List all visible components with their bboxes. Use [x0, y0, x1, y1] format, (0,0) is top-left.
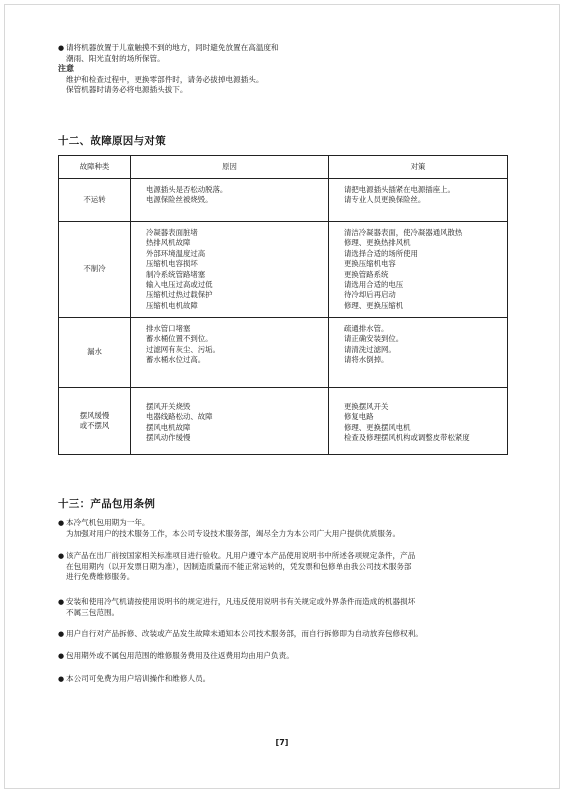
solution-line: 请清洗过滤网。 — [344, 344, 396, 354]
cause-line: 制冷系统管路堵塞 — [146, 269, 206, 279]
safety-line-1: ● 请将机器放置于儿童触摸不到的地方，同时避免放置在高温度和 — [58, 43, 279, 54]
table-row — [59, 388, 508, 455]
note-heading: 注意 — [58, 64, 74, 74]
cause-line: 冷凝器表面脏堵 — [146, 228, 198, 237]
warranty-item — [58, 518, 400, 539]
cause-cell — [131, 318, 329, 388]
solution-line: 疏通排水管。 — [344, 324, 389, 333]
solution-line: 检查及修理摆风机构或调整皮带松紧度 — [344, 433, 470, 443]
cause-line: 电源保险丝被烧毁。 — [146, 195, 213, 205]
solution-line: 更换压缩机电容 — [344, 259, 396, 269]
warranty-line: ● 本冷气机包用期为一年。 — [58, 518, 400, 529]
cause-line: 蓄水桶位置不到位。 — [146, 334, 213, 344]
fault-type-cell: 不制冷 — [59, 222, 131, 318]
cause-line: 压缩机电机故障 — [146, 300, 198, 310]
fault-type-line: 摆风缓慢 — [79, 410, 110, 420]
solution-cell — [329, 179, 508, 222]
solution-line: 请专业人员更换保险丝。 — [344, 195, 426, 205]
solution-line: 更换摆风开关 — [344, 402, 389, 411]
solution-cell — [329, 388, 508, 455]
safety-block — [58, 43, 279, 96]
cause-line: 电源插头是否松动脱落。 — [146, 185, 228, 194]
warranty-line: 进行免费维修服务。 — [66, 572, 135, 582]
cause-line: 摆风动作缓慢 — [146, 433, 191, 443]
section-12-title: 十二、故障原因与对策 — [58, 135, 166, 147]
warranty-item — [58, 674, 210, 685]
cause-cell — [131, 179, 329, 222]
warranty-item — [58, 597, 415, 618]
fault-type-cell: 漏水 — [59, 318, 131, 388]
fault-type-line: 或不摆风 — [79, 421, 110, 430]
header-solution: 对策 — [329, 156, 508, 179]
table-row — [59, 318, 508, 388]
cause-line: 摆风开关烧毁 — [146, 402, 191, 411]
header-cause: 原因 — [131, 156, 329, 179]
note-line-2: 保管机器时请务必将电源插头拔下。 — [66, 85, 188, 95]
fault-type-cell — [59, 388, 131, 455]
cause-line: 外部环境温度过高 — [146, 248, 206, 258]
warranty-item — [58, 651, 294, 662]
solution-line: 请选择合适的场所使用 — [344, 248, 418, 258]
solution-cell — [329, 222, 508, 318]
solution-line: 修理、更换摆风电机 — [344, 422, 411, 432]
warranty-line: ● 用户自行对产品拆修、改装或产品发生故障未通知本公司技术服务部，而自行拆修即为自动放弃包修权利。 — [58, 629, 423, 640]
warranty-item — [58, 629, 423, 640]
cause-line: 摆风电机故障 — [146, 422, 191, 432]
cause-line: 压缩机过热过载保护 — [146, 290, 213, 300]
table-row — [59, 179, 508, 222]
solution-line: 请正确安装到位。 — [344, 334, 404, 344]
solution-line: 待冷却后再启动 — [344, 290, 396, 300]
solution-line: 请选用合适的电压 — [344, 280, 404, 290]
solution-cell — [329, 318, 508, 388]
cause-line: 热排风机故障 — [146, 238, 191, 248]
solution-line: 修理、更换热排风机 — [344, 238, 411, 248]
warranty-line: 不属三包范围。 — [66, 607, 120, 617]
note-line-1: 维护和检查过程中，更换零部件时，请务必拔掉电源插头。 — [66, 74, 264, 84]
table-header-row — [59, 156, 508, 179]
table-row — [59, 222, 508, 318]
page-number: [7] — [275, 738, 289, 747]
section-13-title: 十三：产品包用条例 — [58, 498, 156, 510]
cause-line: 蓄水桶水位过高。 — [146, 355, 206, 365]
warranty-line: ● 包用期外或不属包用范围的维修服务费用及往返费用均由用户负责。 — [58, 651, 294, 662]
solution-line: 请将水倒掉。 — [344, 355, 389, 365]
header-fault-type: 故障种类 — [59, 156, 131, 179]
cause-cell — [131, 388, 329, 455]
fault-type-cell: 不运转 — [59, 179, 131, 222]
solution-line: 修复电路 — [344, 412, 374, 422]
cause-line: 输入电压过高或过低 — [146, 280, 213, 290]
cause-line: 电器线路松动、故障 — [146, 412, 213, 422]
safety-line-2: 潮雨、阳光直射的场所保管。 — [66, 53, 165, 63]
solution-line: 修理、更换压缩机 — [344, 300, 404, 310]
cause-line: 排水管口堵塞 — [146, 324, 191, 333]
solution-line: 更换管路系统 — [344, 269, 389, 279]
cause-line: 压缩机电容损坏 — [146, 259, 198, 269]
warranty-line: ● 该产品在出厂前按国家相关标准项目进行验收。凡用户遵守本产品使用说明书中所述各项规定条件，产品 — [58, 551, 415, 562]
warranty-line: 在包用期内（以开发票日期为准），因制造质量而不能正常运转的，凭发票和包修单由我公司技术服务部 — [66, 561, 412, 571]
warranty-item — [58, 551, 415, 583]
solution-line: 清洁冷凝器表面，使冷凝器通风散热 — [344, 228, 463, 237]
solution-line: 请把电源插头插紧在电源插座上。 — [344, 185, 455, 194]
cause-cell — [131, 222, 329, 318]
fault-table — [58, 155, 508, 455]
cause-line: 过滤网有灰尘、污垢。 — [146, 344, 220, 354]
warranty-line: ● 安装和使用冷气机请按使用说明书的规定进行，凡违反使用说明书有关规定或外界条件而造成的机器损坏 — [58, 597, 415, 608]
warranty-line: 为加强对用户的技术服务工作，本公司专设技术服务部，竭尽全力为本公司广大用户提供优质服务。 — [66, 528, 401, 538]
warranty-line: ● 本公司可免费为用户培训操作和维修人员。 — [58, 674, 210, 685]
